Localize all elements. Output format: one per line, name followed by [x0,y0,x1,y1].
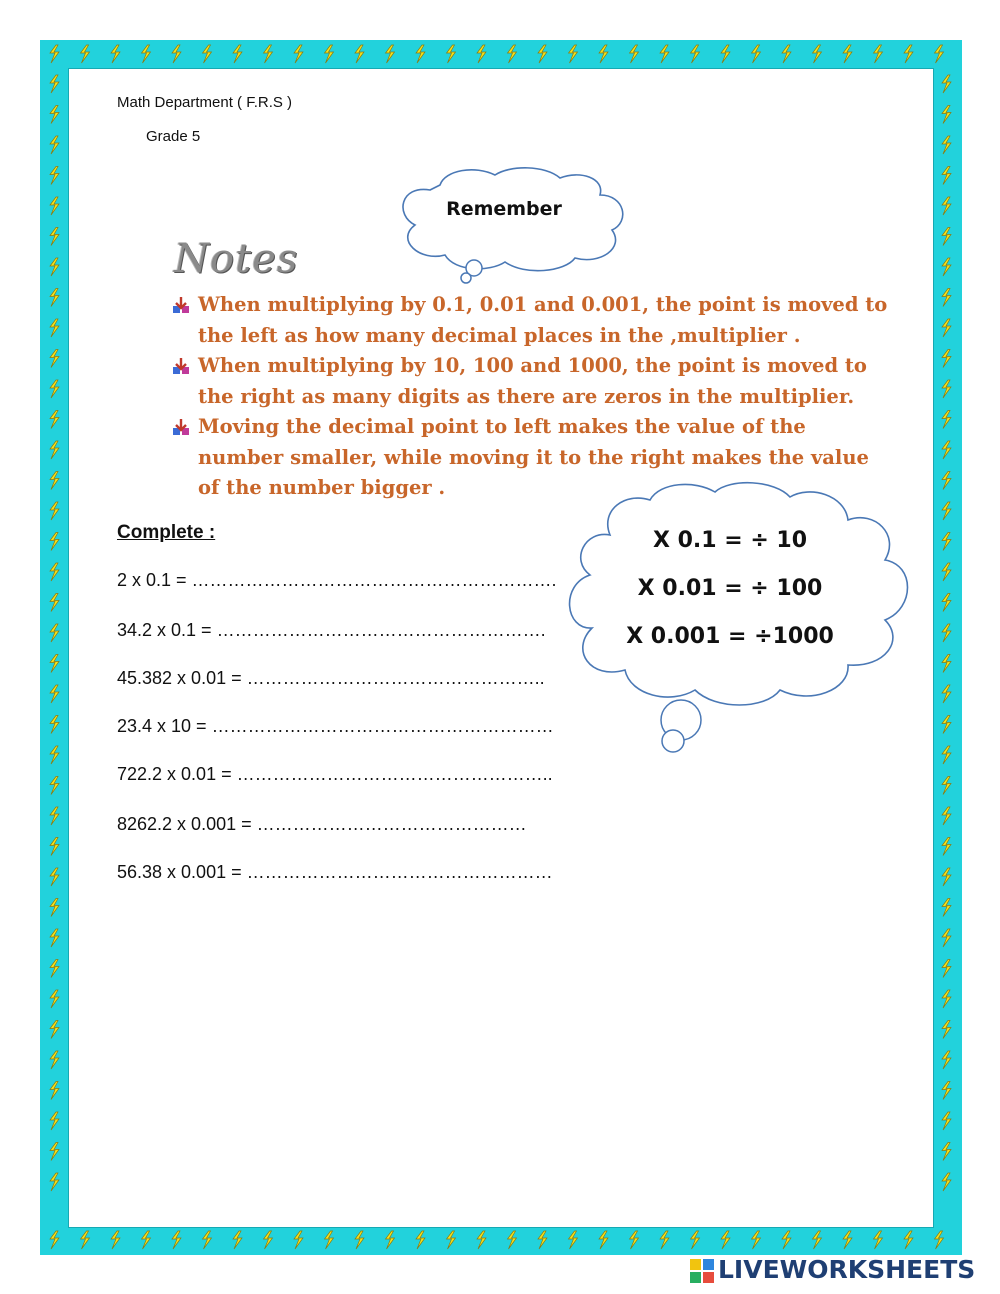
lightning-bolt-icon [904,1231,913,1249]
lightning-bolt-icon [50,929,59,947]
lightning-bolt-icon [942,929,951,947]
rule-line: X 0.001 = ÷1000 [626,624,834,649]
lightning-bolt-icon [233,1231,242,1249]
lightning-bolt-icon [477,1231,486,1249]
lightning-bolt-icon [630,1231,639,1249]
lightning-bolt-icon [386,1231,395,1249]
lightning-bolt-icon [942,807,951,825]
lightning-bolt-icon [172,1231,181,1249]
lightning-bolt-icon [942,960,951,978]
lightning-bolt-icon [843,1231,852,1249]
lightning-bolt-icon [721,1231,730,1249]
rule-line: X 0.01 = ÷ 100 [637,576,823,601]
lightning-bolt-icon [50,1082,59,1100]
lightning-bolt-icon [50,1112,59,1130]
lightning-bolt-icon [50,1173,59,1191]
rule-line: X 0.1 = ÷ 10 [652,528,808,553]
lightning-bolt-icon [942,1112,951,1130]
lightning-bolt-icon [447,1231,456,1249]
lightning-bolt-icon [752,1231,761,1249]
lightning-bolt-icon [325,1231,334,1249]
lightning-bolt-icon [50,1051,59,1069]
lightning-bolt-icon [50,1231,59,1249]
note-text: When multiplying by 0.1, 0.01 and 0.001, the point is moved to the left as how many decimal places in the ,multiplier . [198,293,888,347]
exercise-line[interactable]: 23.4 x 10 = ………………………………………………… [117,716,554,736]
notes-heading: Notes [174,236,299,282]
lightning-bolt-icon [50,990,59,1008]
watermark-text: LIVEWORKSHEETS [718,1255,976,1284]
exercise-line[interactable]: 2 x 0.1 = ……………………………………………………. [117,570,557,590]
lightning-bolt-icon [942,1082,951,1100]
remember-label: Remember [446,198,562,220]
lightning-bolt-icon [111,1231,120,1249]
lightning-bolt-icon [50,1021,59,1039]
lightning-bolt-icon [942,838,951,856]
lightning-bolt-icon [660,1231,669,1249]
note-text: Moving the decimal point to left makes the value of the number smaller, while moving it to the right makes the value of the number bigger . [198,415,869,499]
lightning-bolt-icon [508,1231,517,1249]
department-label: Math Department ( F.R.S ) [117,94,293,111]
lightning-bolt-icon [50,1143,59,1161]
exercise-line[interactable]: 45.382 x 0.01 = ………………………………………….. [117,668,545,688]
exercise-line[interactable]: 8262.2 x 0.001 = ……………………………………… [117,814,527,834]
lightning-bolt-icon [942,1051,951,1069]
lightning-bolt-icon [813,1231,822,1249]
lightning-bolt-icon [50,899,59,917]
lightning-bolt-icon [942,899,951,917]
liveworksheets-logo-icon [690,1259,714,1283]
complete-heading: Complete : [117,522,216,543]
lightning-bolt-icon [50,838,59,856]
lightning-bolt-icon [538,1231,547,1249]
lightning-bolt-icon [942,1021,951,1039]
lightning-bolt-icon [50,960,59,978]
lightning-bolt-icon [81,1231,90,1249]
exercise-line[interactable]: 34.2 x 0.1 = ………………………………………………. [117,620,546,640]
lightning-bolt-icon [782,1231,791,1249]
lightning-bolt-icon [264,1231,273,1249]
lightning-bolt-icon [874,1231,883,1249]
lightning-bolt-icon [416,1231,425,1249]
exercise-line[interactable]: 722.2 x 0.01 = …………………………………………….. [117,764,553,784]
lightning-bolt-icon [203,1231,212,1249]
lightning-bolt-icon [355,1231,364,1249]
exercise-line[interactable]: 56.38 x 0.001 = …………………………………………… [117,862,553,882]
lightning-bolt-icon [935,1231,944,1249]
lightning-bolt-icon [50,868,59,886]
lightning-bolt-icon [942,1173,951,1191]
lightning-bolt-icon [294,1231,303,1249]
lightning-bolt-icon [142,1231,151,1249]
lightning-bolt-icon [50,807,59,825]
note-text: When multiplying by 10, 100 and 1000, the point is moved to the right as many digits as there are zeros in the multiplier. [198,354,867,408]
lightning-bolt-icon [599,1231,608,1249]
grade-label: Grade 5 [146,128,201,145]
lightning-bolt-icon [691,1231,700,1249]
lightning-bolt-icon [942,868,951,886]
lightning-bolt-icon [942,1143,951,1161]
lightning-bolt-icon [569,1231,578,1249]
lightning-bolt-icon [942,990,951,1008]
